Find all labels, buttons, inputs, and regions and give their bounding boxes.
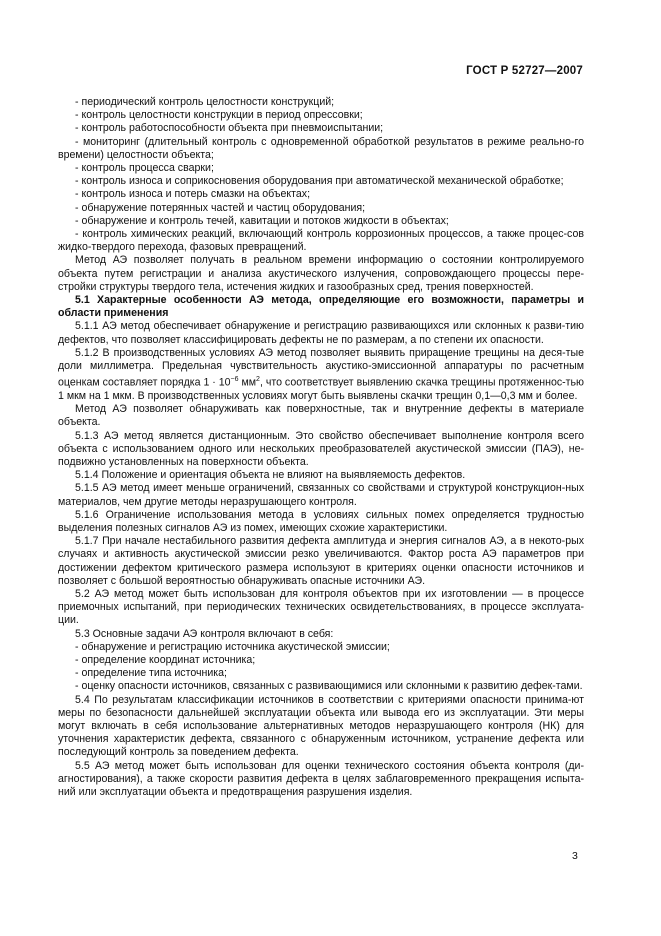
paragraph-5-1-2-text-c: , что соответствует выявлению скачка трещины протяженнос-тью 1 мкм на 1 мкм. В производственных условиях могут быть выявлены скачки трещин 0,1—0,3 мм и более. xyxy=(58,376,584,402)
paragraph-5-1-6: 5.1.6 Ограничение использования метода в условиях сильных помех определяется трудностью выделения полезных сигналов АЭ из помех, имеющих схожие характеристики. xyxy=(58,508,584,535)
list-item: - контроль процесса сварки; xyxy=(75,162,214,175)
list-item: - контроль целостности конструкции в период опрессовки; xyxy=(75,109,363,122)
paragraph-5-2: 5.2 АЭ метод может быть использован для контроля объектов при их изготовлении — в процессе приемочных испытаний, при периодических технических освидетельствованиях, в процессе эксплуата-ции. xyxy=(58,588,584,627)
list-item: - определение типа источника; xyxy=(75,667,227,680)
paragraph-5-5: 5.5 АЭ метод может быть использован для оценки технического состояния объекта контроля (ди-агностирования), а также скорости развития дефекта в целях заблаговременного прекращения испыта-ний или эксплуатации объекта и предотвращения разрушения изделия. xyxy=(58,759,584,799)
paragraph-5-1-3: 5.1.3 АЭ метод является дистанционным. Это свойство обеспечивает выполнение контроля всего объекта с использованием одного или нескольких преобразователей акустической эмиссии (ПАЭ), не-подвижно установленных на поверхности объекта. xyxy=(58,429,584,469)
paragraph-5-1-2-text-a: 5.1.2 В производственных условиях АЭ метод позволяет выявить приращение трещины на деся-тые доли миллиметра. Предельная чувствительность акустико-эмиссионной аппаратуры по расчетным оценкам составляет порядка 1 · 10 xyxy=(58,346,584,389)
list-item: - периодический контроль целостности конструкций; xyxy=(75,96,335,108)
paragraph-5-1-4: 5.1.4 Положение и ориентация объекта не влияют на выявляемость дефектов. xyxy=(75,469,466,482)
document-number-header: ГОСТ Р 52727—2007 xyxy=(466,65,583,77)
list-item: - оценку опасности источников, связанных с развивающимися или склонными к развитию дефек-тами. xyxy=(75,680,583,693)
paragraph-method-2: Метод АЭ позволяет обнаруживать как поверхностные, так и внутренние дефекты в материале объекта. xyxy=(58,403,584,429)
paragraph-5-1-2-exponent: −6 xyxy=(230,376,239,384)
list-item: - контроль износа и соприкосновения оборудования при автоматической механической обработке; xyxy=(75,175,564,188)
document-body xyxy=(58,96,584,799)
paragraph-5-1-2 xyxy=(58,347,584,403)
paragraph-5-1-2-text-b: мм xyxy=(238,376,257,389)
paragraph-5-3: 5.3 Основные задачи АЭ контроля включают в себя: xyxy=(75,627,334,640)
section-heading-5-1: 5.1 Характерные особенности АЭ метода, определяющие его возможности, параметры и области применения xyxy=(58,294,584,320)
paragraph-method: Метод АЭ позволяет получать в реальном времени информацию о состоянии контролируемого объекта путем регистрации и анализа акустического излучения, сопровождающего процессы пере-стройки структуры твердого тела, истечения жидких и газообразных сред, трения поверхностей. xyxy=(58,254,584,293)
paragraph-5-1-1: 5.1.1 АЭ метод обеспечивает обнаружение и регистрацию развивающихся или склонных к разви-тию дефектов, что позволяет классифицировать дефекты не по размерам, а по степени их опасности. xyxy=(58,320,584,346)
list-item: - контроль работоспособности объекта при пневмоиспытании; xyxy=(75,122,384,135)
paragraph-5-4: 5.4 По результатам классификации источников в соответствии с критериями опасности принима-ют меры по безопасности дальнейшей эксплуатации объекта или вывода его из эксплуатации. Эти меры могут включать в себя использование альтернативных методов неразрушающего контроля (НК) для уточнения характеристик дефекта, связанного с обнаруженным источником, устранение дефекта или последующий контроль за поведением дефекта. xyxy=(58,693,584,759)
list-item: - обнаружение и контроль течей, кавитации и потоков жидкости в объектах; xyxy=(75,214,449,227)
list-item: - контроль износа и потерь смазки на объектах; xyxy=(75,188,311,201)
list-item: - мониторинг (длительный контроль с одновременной обработкой результатов в режиме реально-го времени) целостности объекта; xyxy=(58,135,584,161)
list-item: - определение координат источника; xyxy=(75,654,256,667)
page-number: 3 xyxy=(572,850,578,862)
list-item: - контроль химических реакций, включающий контроль коррозионных процессов, а также процес-сов жидко-твердого перехода, фазовых превращений. xyxy=(58,228,584,254)
paragraph-5-1-2-unit-exponent: 2 xyxy=(256,376,260,384)
list-item: - обнаружение и регистрацию источника акустической эмиссии; xyxy=(75,640,390,653)
paragraph-5-1-5: 5.1.5 АЭ метод имеет меньше ограничений, связанных со свойствами и структурой конструкцион-ных материалов, чем другие методы неразрушающего контроля. xyxy=(58,482,584,508)
list-item: - обнаружение потерянных частей и частиц оборудования; xyxy=(75,201,366,214)
paragraph-5-1-7: 5.1.7 При начале нестабильного развития дефекта амплитуда и энергия сигналов АЭ, а в некото-рых случаях и активность акустической эмиссии резко увеличиваются. Фактор роста АЭ параметров при достижении дефектом критического размера используют в критериях оценки опасности источников и позволяет с большой вероятностью обнаруживать опасные источники АЭ. xyxy=(58,535,584,587)
